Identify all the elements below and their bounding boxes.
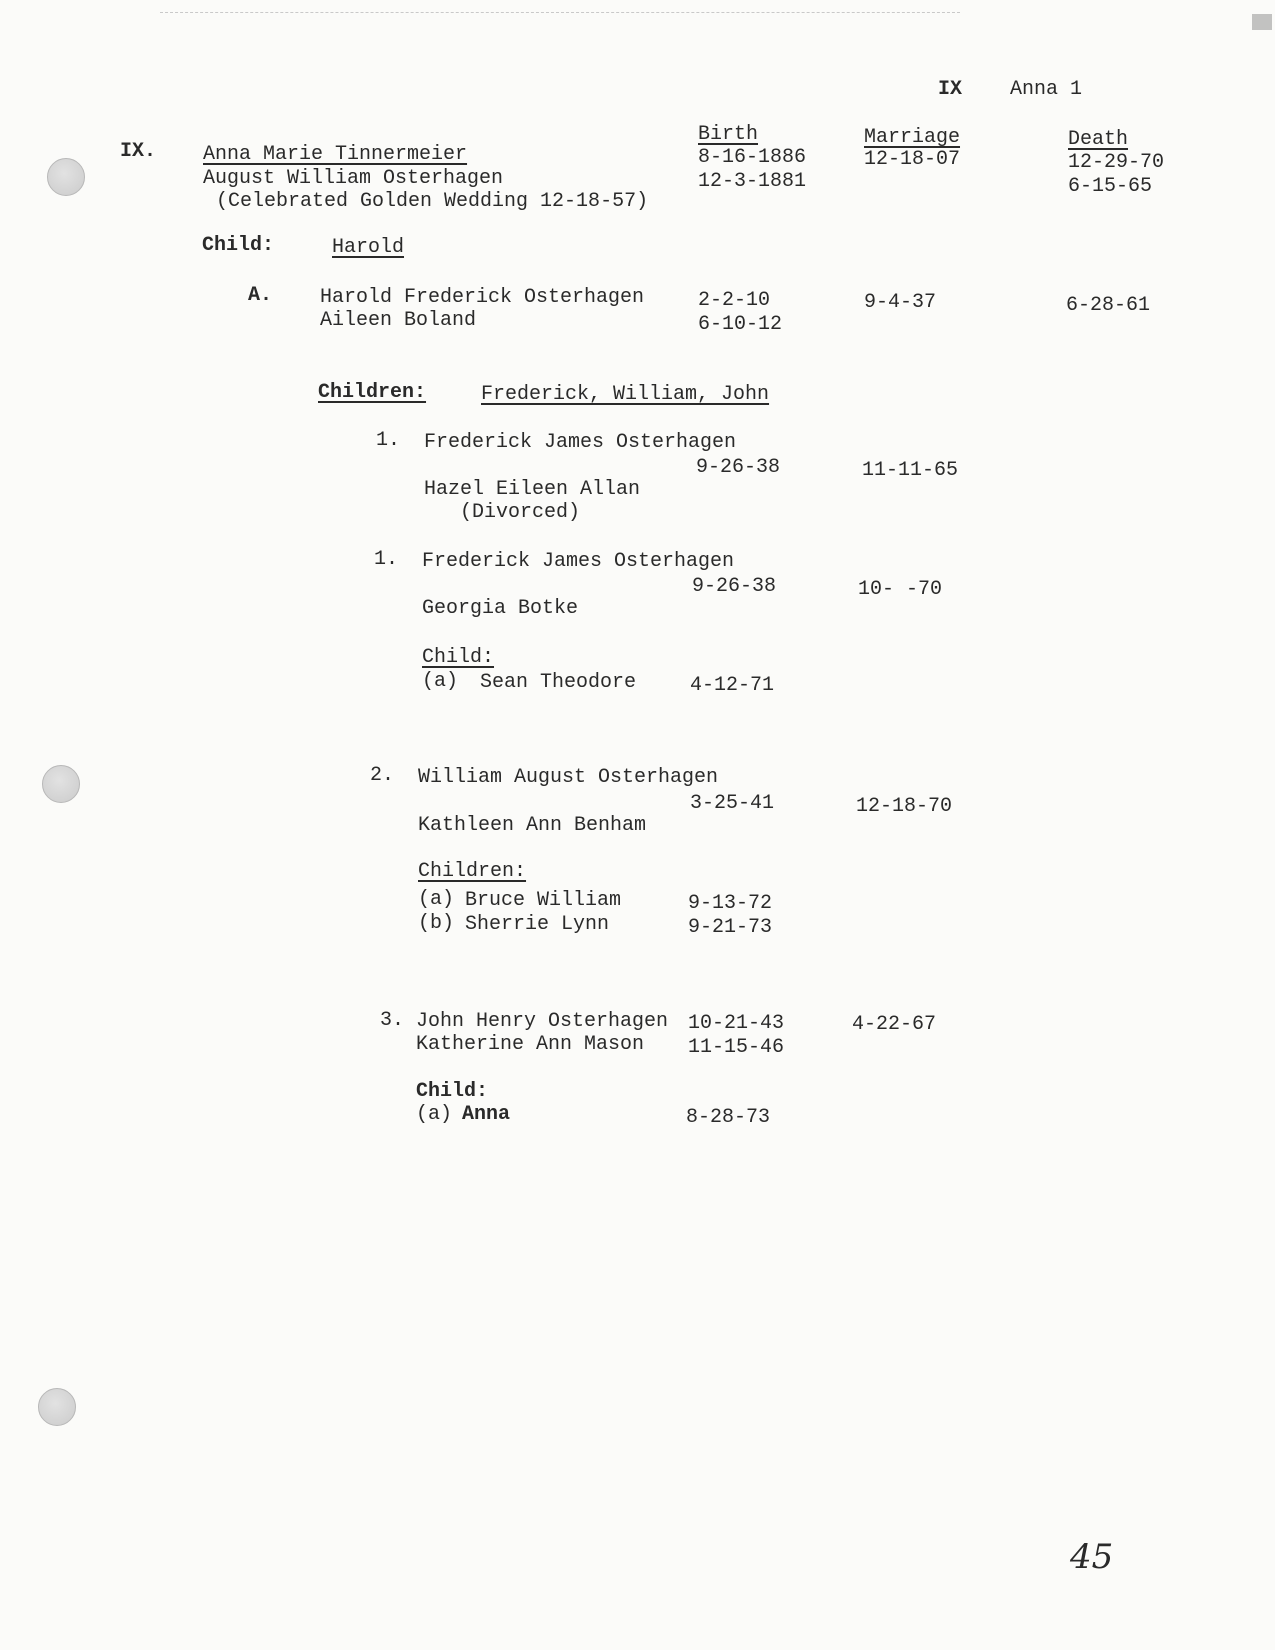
children-heading-names: Frederick, William, John: [481, 383, 770, 406]
entry-1b-birth: 9-26-38: [692, 575, 777, 598]
entry-1b-child-name: Sean Theodore: [480, 671, 637, 694]
main-entry-spouse: August William Osterhagen: [203, 167, 504, 190]
main-entry-marriage: 12-18-07: [864, 148, 961, 171]
entry-2-child-b-name: Sherrie Lynn: [465, 913, 610, 936]
entry-3-child-label: Child:: [416, 1080, 489, 1103]
entry-2-spouse: Kathleen Ann Benham: [418, 814, 647, 837]
entry-1b-child-birth: 4-12-71: [690, 674, 775, 697]
entry-a-death: 6-28-61: [1066, 294, 1151, 317]
entry-2-child-b-birth: 9-21-73: [688, 916, 773, 939]
header-page-label: Anna 1: [1010, 78, 1083, 101]
column-death: Death: [1068, 128, 1129, 151]
entry-1a-birth: 9-26-38: [696, 456, 781, 479]
column-marriage: Marriage: [864, 126, 961, 149]
entry-1b-marker: 1.: [374, 548, 399, 571]
children-heading-label: Children:: [318, 381, 427, 404]
entry-3-child-birth: 8-28-73: [686, 1106, 771, 1129]
entry-1a-spouse: Hazel Eileen Allan: [424, 478, 641, 501]
column-birth: Birth: [698, 123, 759, 146]
entry-a-birth: 2-2-10: [698, 289, 771, 312]
page-number: 45: [1070, 1537, 1114, 1577]
entry-3-name: John Henry Osterhagen: [416, 1010, 669, 1033]
entry-1a-name: Frederick James Osterhagen: [424, 431, 737, 454]
header-section: IX: [938, 78, 963, 101]
entry-3-child-name: Anna: [462, 1103, 511, 1126]
entry-1a-marriage: 11-11-65: [862, 459, 959, 482]
entry-3-spouse-birth: 11-15-46: [688, 1036, 785, 1059]
entry-1b-marriage: 10- -70: [858, 578, 943, 601]
entry-a-marriage: 9-4-37: [864, 291, 937, 314]
entry-a-name: Harold Frederick Osterhagen: [320, 286, 645, 309]
main-entry-note: (Celebrated Golden Wedding 12-18-57): [216, 190, 649, 213]
entry-2-child-b-marker: (b): [418, 912, 455, 935]
punch-hole-bottom: [38, 1388, 76, 1426]
entry-3-spouse: Katherine Ann Mason: [416, 1033, 645, 1056]
main-entry-name: Anna Marie Tinnermeier: [203, 143, 468, 166]
entry-3-child-marker: (a): [416, 1103, 453, 1126]
entry-2-child-a-marker: (a): [418, 888, 455, 911]
entry-1b-name: Frederick James Osterhagen: [422, 550, 735, 573]
entry-2-name: William August Osterhagen: [418, 766, 719, 789]
entry-2-children-label: Children:: [418, 860, 527, 883]
entry-a-marker: A.: [248, 284, 273, 307]
entry-2-birth: 3-25-41: [690, 792, 775, 815]
entry-a-spouse: Aileen Boland: [320, 309, 477, 332]
punch-hole-top: [47, 158, 85, 196]
entry-2-child-a-name: Bruce William: [465, 889, 622, 912]
entry-3-marriage: 4-22-67: [852, 1013, 937, 1036]
main-entry-birth: 8-16-1886: [698, 146, 807, 169]
scan-corner-mark: [1252, 14, 1272, 30]
main-entry-spouse-birth: 12-3-1881: [698, 170, 807, 193]
entry-2-marker: 2.: [370, 764, 395, 787]
scan-edge-line: [160, 12, 960, 13]
child-heading-label: Child:: [202, 234, 275, 257]
entry-3-birth: 10-21-43: [688, 1012, 785, 1035]
entry-1b-spouse: Georgia Botke: [422, 597, 579, 620]
entry-a-spouse-birth: 6-10-12: [698, 313, 783, 336]
punch-hole-middle: [42, 765, 80, 803]
entry-2-child-a-birth: 9-13-72: [688, 892, 773, 915]
entry-2-marriage: 12-18-70: [856, 795, 953, 818]
main-entry-spouse-death: 6-15-65: [1068, 175, 1153, 198]
entry-1b-child-marker: (a): [422, 670, 459, 693]
entry-1a-note: (Divorced): [460, 501, 581, 524]
entry-1b-child-label: Child:: [422, 646, 495, 669]
main-entry-numeral: IX.: [120, 140, 157, 163]
entry-3-marker: 3.: [380, 1009, 405, 1032]
entry-1a-marker: 1.: [376, 429, 401, 452]
child-heading-names: Harold: [332, 236, 405, 259]
main-entry-death: 12-29-70: [1068, 151, 1165, 174]
